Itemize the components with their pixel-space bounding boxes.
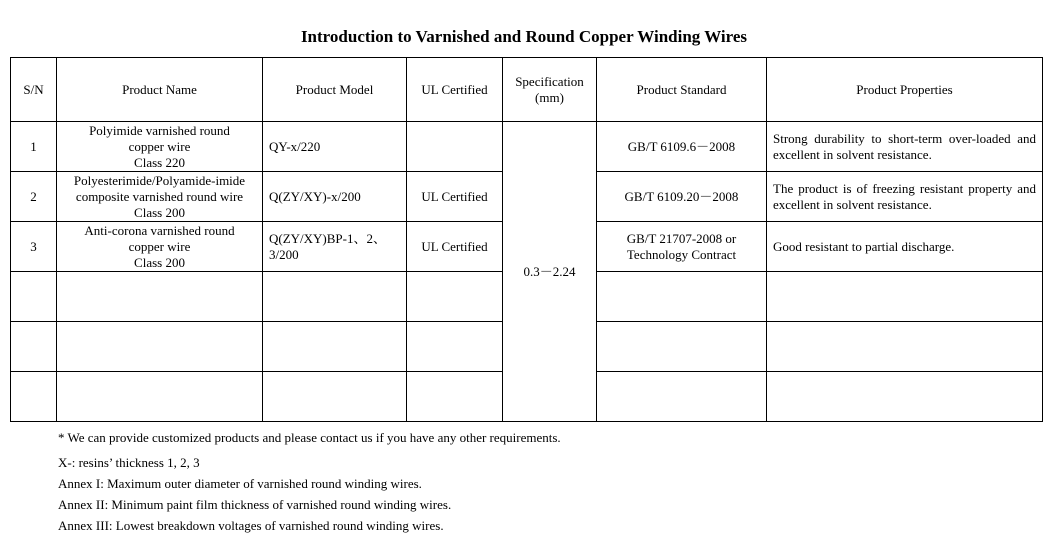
product-name-line: copper wire bbox=[128, 238, 191, 254]
cell-empty bbox=[57, 372, 263, 422]
cell-empty bbox=[767, 322, 1043, 372]
product-name-line: Polyimide varnished round bbox=[89, 122, 230, 138]
note-annex-2: Annex II: Minimum paint film thickness of varnished round winding wires. bbox=[58, 497, 452, 512]
cell-empty bbox=[263, 272, 407, 322]
cell-product-properties: The product is of freezing resistant property and excellent in solvent resistance. bbox=[767, 172, 1043, 222]
cell-product-model: QY-x/220 bbox=[263, 122, 407, 172]
page-title: Introduction to Varnished and Round Copper Winding Wires bbox=[300, 27, 748, 46]
cell-empty bbox=[407, 372, 503, 422]
cell-empty bbox=[11, 372, 57, 422]
cell-ul-certified: UL Certified bbox=[407, 172, 503, 222]
cell-sn: 1 bbox=[11, 122, 57, 172]
product-name-line: Class 200 bbox=[134, 204, 185, 220]
cell-empty bbox=[597, 272, 767, 322]
header-specification-unit: (mm) bbox=[535, 89, 564, 105]
cell-product-model: Q(ZY/XY)-x/200 bbox=[263, 172, 407, 222]
header-product-standard: Product Standard bbox=[597, 58, 767, 122]
product-name-line: Class 200 bbox=[134, 254, 185, 270]
product-name-line: Polyesterimide/Polyamide-imide bbox=[73, 172, 246, 188]
product-table bbox=[10, 57, 1043, 422]
cell-ul-certified bbox=[407, 122, 503, 172]
cell-product-properties: Strong durability to short-term over-loaded and excellent in solvent resistance. bbox=[767, 122, 1043, 172]
cell-empty bbox=[407, 322, 503, 372]
table-header-row bbox=[11, 58, 1043, 122]
cell-empty bbox=[263, 322, 407, 372]
cell-product-standard bbox=[597, 172, 767, 222]
header-specification-label: Specification bbox=[515, 73, 584, 89]
cell-empty bbox=[57, 272, 263, 322]
product-name-line: Class 220 bbox=[134, 154, 185, 170]
cell-product-name bbox=[57, 222, 263, 272]
cell-product-standard bbox=[597, 222, 767, 272]
notes-section bbox=[58, 427, 561, 536]
cell-sn: 2 bbox=[11, 172, 57, 222]
cell-product-name bbox=[57, 172, 263, 222]
header-specification bbox=[503, 58, 597, 122]
cell-empty bbox=[767, 272, 1043, 322]
header-product-model: Product Model bbox=[263, 58, 407, 122]
cell-empty bbox=[407, 272, 503, 322]
product-name-line: Anti-corona varnished round bbox=[84, 222, 235, 238]
header-product-name: Product Name bbox=[57, 58, 263, 122]
note-resins-thickness: X-: resins’ thickness 1, 2, 3 bbox=[58, 455, 200, 470]
product-name-line: copper wire bbox=[128, 138, 191, 154]
cell-specification: 0.3－2.24 bbox=[503, 122, 597, 422]
cell-empty bbox=[11, 322, 57, 372]
cell-empty bbox=[57, 322, 263, 372]
header-sn: S/N bbox=[11, 58, 57, 122]
cell-empty bbox=[263, 372, 407, 422]
cell-ul-certified: UL Certified bbox=[407, 222, 503, 272]
cell-sn: 3 bbox=[11, 222, 57, 272]
cell-empty bbox=[11, 272, 57, 322]
cell-empty bbox=[597, 372, 767, 422]
cell-empty bbox=[767, 372, 1043, 422]
table-row bbox=[11, 122, 1043, 172]
note-annex-1: Annex I: Maximum outer diameter of varnished round winding wires. bbox=[58, 476, 422, 491]
cell-product-standard bbox=[597, 122, 767, 172]
cell-product-name bbox=[57, 122, 263, 172]
note-custom-products: * We can provide customized products and please contact us if you have any other requirements. bbox=[58, 430, 561, 445]
standard-line: GB/T 6109.20－2008 bbox=[624, 188, 739, 204]
note-annex-3: Annex III: Lowest breakdown voltages of varnished round winding wires. bbox=[58, 518, 444, 533]
product-name-line: composite varnished round wire bbox=[75, 188, 244, 204]
standard-line: GB/T 6109.6－2008 bbox=[627, 138, 736, 154]
cell-product-model: Q(ZY/XY)BP-1、2、3/200 bbox=[263, 222, 407, 272]
header-ul-certified: UL Certified bbox=[407, 58, 503, 122]
cell-product-properties: Good resistant to partial discharge. bbox=[767, 222, 1043, 272]
header-product-properties: Product Properties bbox=[767, 58, 1043, 122]
standard-line: Technology Contract bbox=[626, 246, 737, 262]
standard-line: GB/T 21707-2008 or bbox=[626, 230, 737, 246]
cell-empty bbox=[597, 322, 767, 372]
